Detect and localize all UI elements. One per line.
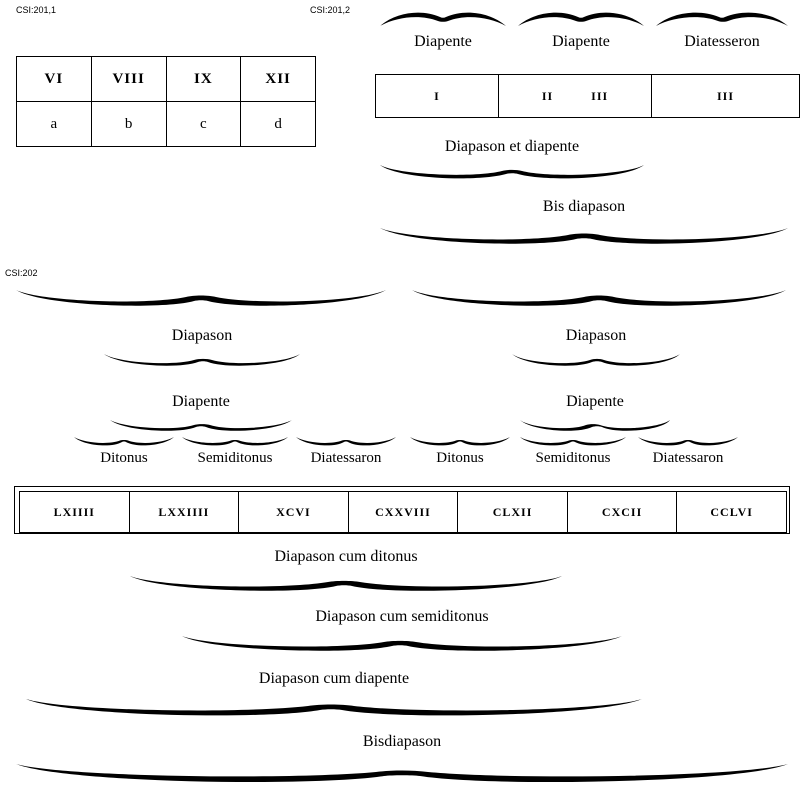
brace-diatessaron-left [294,435,398,449]
table-cell: VIII [91,57,166,102]
brace-bis-diapason [378,226,790,250]
table-cell: XII [241,57,316,102]
brace-label-ditonus-left: Ditonus [100,450,148,466]
brace-label-diatesseron: Diatesseron [684,33,760,50]
brace-top-left [14,288,388,312]
brace-label-diapente-left: Diapente [172,393,230,410]
brace-label-diapente-2: Diapente [552,33,610,50]
figure-label-csi-201-2: CSI:201,2 [310,5,351,15]
brace-label-bisdiapason: Bisdiapason [362,733,442,750]
brace-top-right [410,288,788,312]
brace-label-diapason-et-diapente: Diapason et diapente [444,138,580,155]
brace-label-ditonus-right: Ditonus [436,450,484,466]
table-cell: CXXVIII [348,492,458,533]
brace-diapente-right [518,418,672,436]
table-cell-pair [499,75,652,118]
table-cell: VI [17,57,92,102]
table-csi-202 [14,486,790,534]
brace-label-semiditonus-left: Semiditonus [197,450,273,466]
brace-ditonus-right [408,435,512,449]
table-cell: CCLVI [677,492,787,533]
figure-label-csi-202: CSI:202 [5,268,38,278]
table-row [17,102,316,147]
table-cell-value: II [541,88,554,103]
brace-label-diapason-right: Diapason [565,327,627,344]
brace-diapason-left [102,352,302,372]
brace-label-diapason-cum-ditonus: Diapason cum ditonus [274,548,418,565]
table-cell: LXXIIII [129,492,239,533]
brace-diapason-et-diapente [378,163,646,185]
brace-label-diapente-1: Diapente [414,33,472,50]
brace-label-diapason-cum-diapente: Diapason cum diapente [258,670,410,687]
brace-diapente-left [108,418,294,436]
table-cell: d [241,102,316,147]
brace-diapason-right [510,352,682,372]
brace-label-diatessaron-left: Diatessaron [310,450,382,466]
table-cell: c [166,102,241,147]
table-row [20,492,787,533]
brace-diatesseron [654,8,790,28]
brace-diapason-cum-semiditonus [180,634,624,656]
brace-diapente-1 [378,8,508,28]
table-cell: b [91,102,166,147]
brace-semiditonus-right [518,435,628,449]
brace-label-diapason-left: Diapason [171,327,233,344]
table-csi-201-2 [375,74,800,118]
brace-label-diatessaron-right: Diatessaron [652,450,724,466]
brace-diatessaron-right [636,435,740,449]
table-csi-201-1 [16,56,316,147]
table-row [17,57,316,102]
brace-label-bis-diapason: Bis diapason [542,198,626,215]
table-cell: LXIIII [20,492,130,533]
table-cell: III [652,75,800,118]
figure-label-csi-201-1: CSI:201,1 [16,5,57,15]
brace-label-diapente-right: Diapente [566,393,624,410]
table-cell: IX [166,57,241,102]
brace-diapente-2 [516,8,646,28]
brace-label-diapason-cum-semiditonus: Diapason cum semiditonus [315,608,489,625]
brace-semiditonus-left [180,435,290,449]
table-cell: CXCII [567,492,677,533]
table-cell: I [376,75,499,118]
brace-diapason-cum-diapente [24,697,644,721]
brace-bisdiapason [14,762,790,788]
brace-ditonus-left [72,435,176,449]
table-cell: CLXII [458,492,568,533]
table-cell: XCVI [239,492,349,533]
table-cell-value: III [591,88,609,103]
brace-label-semiditonus-right: Semiditonus [535,450,611,466]
table-csi-202-inner [19,491,787,533]
table-row [376,75,800,118]
table-cell: a [17,102,92,147]
brace-diapason-cum-ditonus [128,574,564,596]
